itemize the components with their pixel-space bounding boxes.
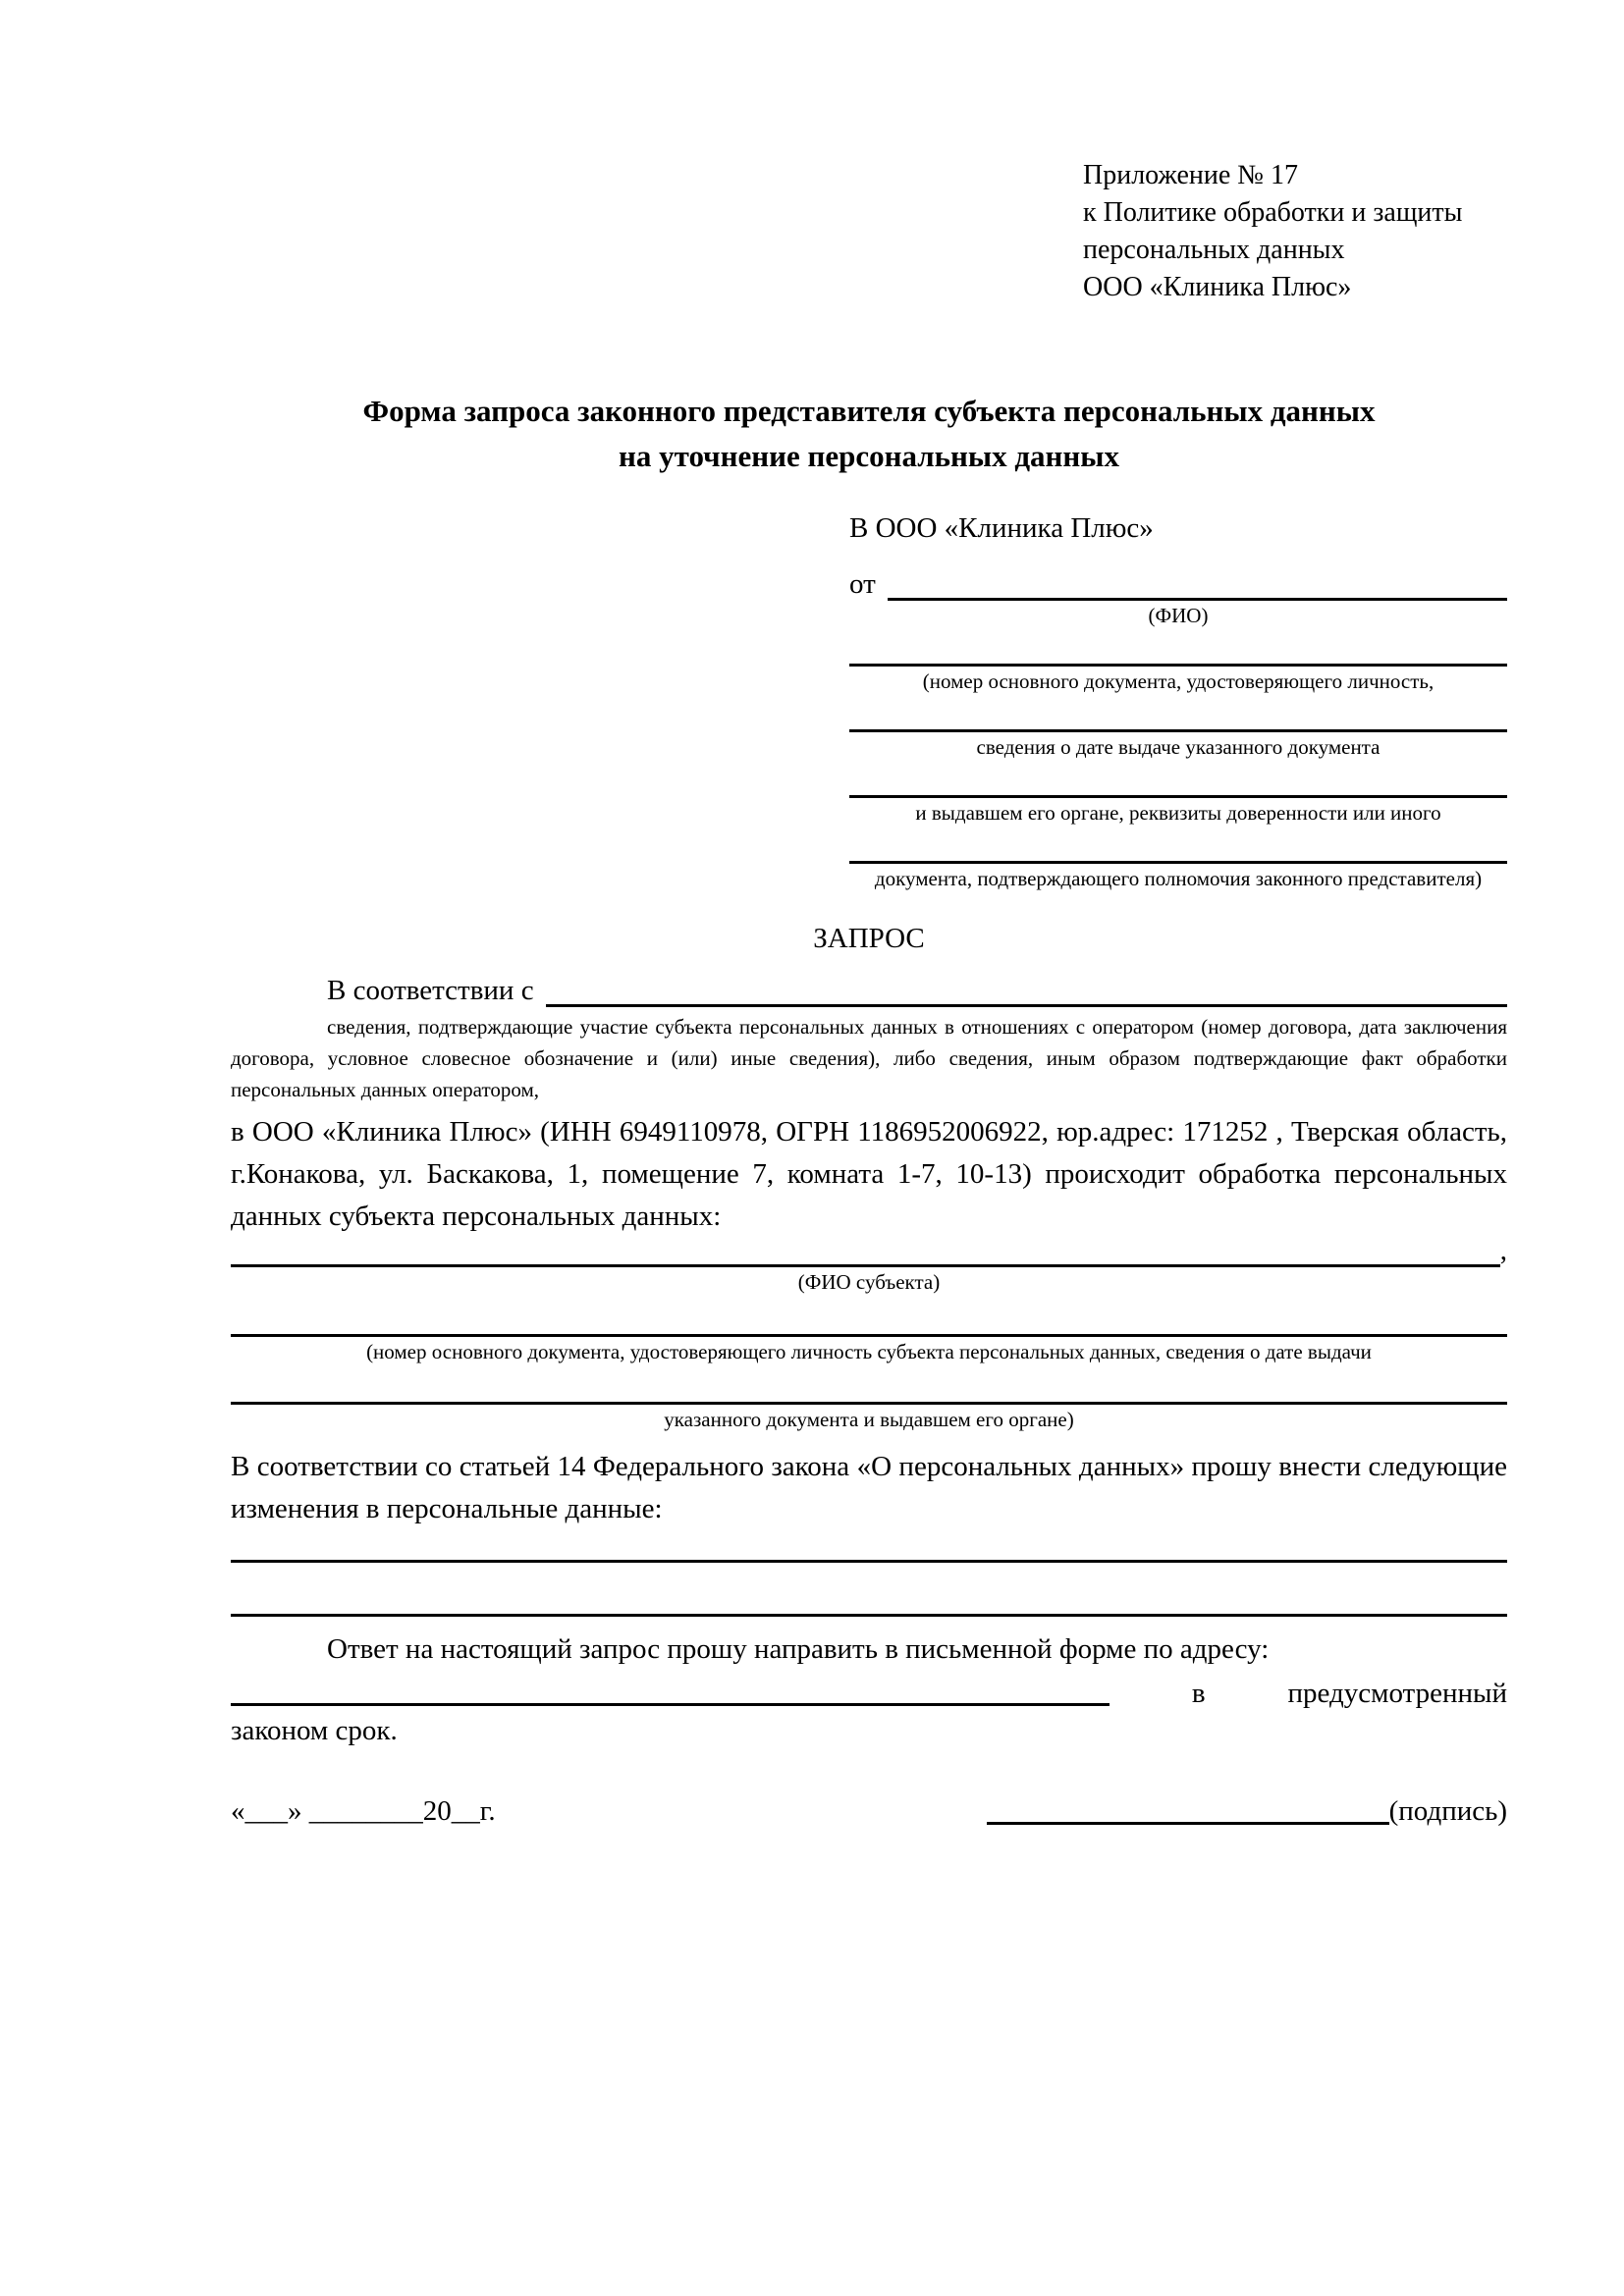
representative-doc-blank-line-4 — [849, 828, 1507, 864]
signature-caption: (подпись) — [1388, 1795, 1507, 1827]
changes-blank-line-1 — [231, 1530, 1507, 1563]
addressee-block — [849, 508, 1507, 893]
representative-doc-caption-4: документа, подтверждающего полномочия законного представителя) — [874, 867, 1483, 890]
appendix-line-1: Приложение № 17 — [1083, 160, 1298, 190]
address-row — [231, 1671, 1507, 1710]
appendix-note — [1083, 157, 1507, 306]
representative-doc-blank-line-3 — [849, 762, 1507, 798]
changes-blank-line-2 — [231, 1563, 1507, 1617]
representative-doc-caption-2: сведения о дате выдаче указанного документа — [976, 735, 1380, 759]
addressee-to: В ООО «Клиника Плюс» — [849, 512, 1154, 544]
intro-caption: сведения, подтверждающие участие субъекта персональных данных в отношениях с оператором (номер договора, дата заключения договора, условное словесное обозначение и (или) иные сведения), либо сведения, иным образом подтверждающие факт обработки персональных данных оператором, — [231, 1015, 1507, 1101]
answer-word-v: в — [1191, 1678, 1206, 1709]
subject-fio-caption: (ФИО субъекта) — [797, 1270, 941, 1294]
from-row — [849, 561, 1507, 601]
subject-doc-caption-2: указанного документа и выдавшем его органе) — [664, 1408, 1074, 1431]
from-label: от — [849, 568, 876, 600]
answer-word-predusmotrennyj: предусмотренный — [1287, 1678, 1507, 1709]
date-blank: «___» ________20__г. — [231, 1795, 496, 1827]
intro-label: В соответствии с — [327, 975, 534, 1006]
signature-area — [987, 1791, 1507, 1831]
answer-paragraph: Ответ на настоящий запрос прошу направить в письменной форме по адресу: — [327, 1633, 1270, 1665]
request-heading: ЗАПРОС — [813, 923, 925, 954]
intro-blank-line — [546, 1004, 1507, 1007]
representative-doc-blank-line-1 — [849, 630, 1507, 667]
appendix-line-2: к Политике обработки и защиты — [1083, 197, 1463, 228]
appendix-line-4: ООО «Клиника Плюс» — [1083, 272, 1352, 302]
answer-closing: законом срок. — [231, 1715, 398, 1746]
representative-doc-caption-3: и выдавшем его органе, реквизиты доверенности или иного — [915, 801, 1441, 825]
form-title — [231, 389, 1507, 479]
signature-blank-line — [987, 1821, 1389, 1825]
intro-row — [231, 968, 1507, 1007]
representative-doc-caption-1: (номер основного документа, удостоверяющего личность, — [922, 669, 1435, 693]
subject-doc-blank-line-2 — [231, 1366, 1507, 1405]
subject-fio-row — [231, 1235, 1507, 1267]
date-signature-row — [231, 1791, 1507, 1831]
operator-paragraph: в ООО «Клиника Плюс» (ИНН 6949110978, ОГРН 1186952006922, юр.адрес: 171252 , Тверская область, г.Конакова, ул. Баскакова, 1, помещение 7, комната 1-7, 10-13) происходит обработка персональных данных субъекта персональных данных: — [231, 1116, 1507, 1232]
fio-caption: (ФИО) — [1148, 604, 1209, 627]
address-blank-line — [231, 1703, 1110, 1706]
subject-doc-blank-line-1 — [231, 1297, 1507, 1337]
subject-doc-caption-1: (номер основного документа, удостоверяющего личность субъекта персональных данных, сведения о дате выдачи — [366, 1340, 1372, 1363]
law-paragraph: В соответствии со статьей 14 Федерального закона «О персональных данных» прошу внести следующие изменения в персональные данные: — [231, 1451, 1507, 1524]
form-title-line-2: на уточнение персональных данных — [619, 439, 1119, 473]
subject-fio-comma: , — [1499, 1235, 1507, 1266]
representative-doc-blank-line-2 — [849, 696, 1507, 732]
form-title-line-1: Форма запроса законного представителя субъекта персональных данных — [362, 394, 1376, 428]
appendix-line-3: персональных данных — [1083, 235, 1345, 265]
